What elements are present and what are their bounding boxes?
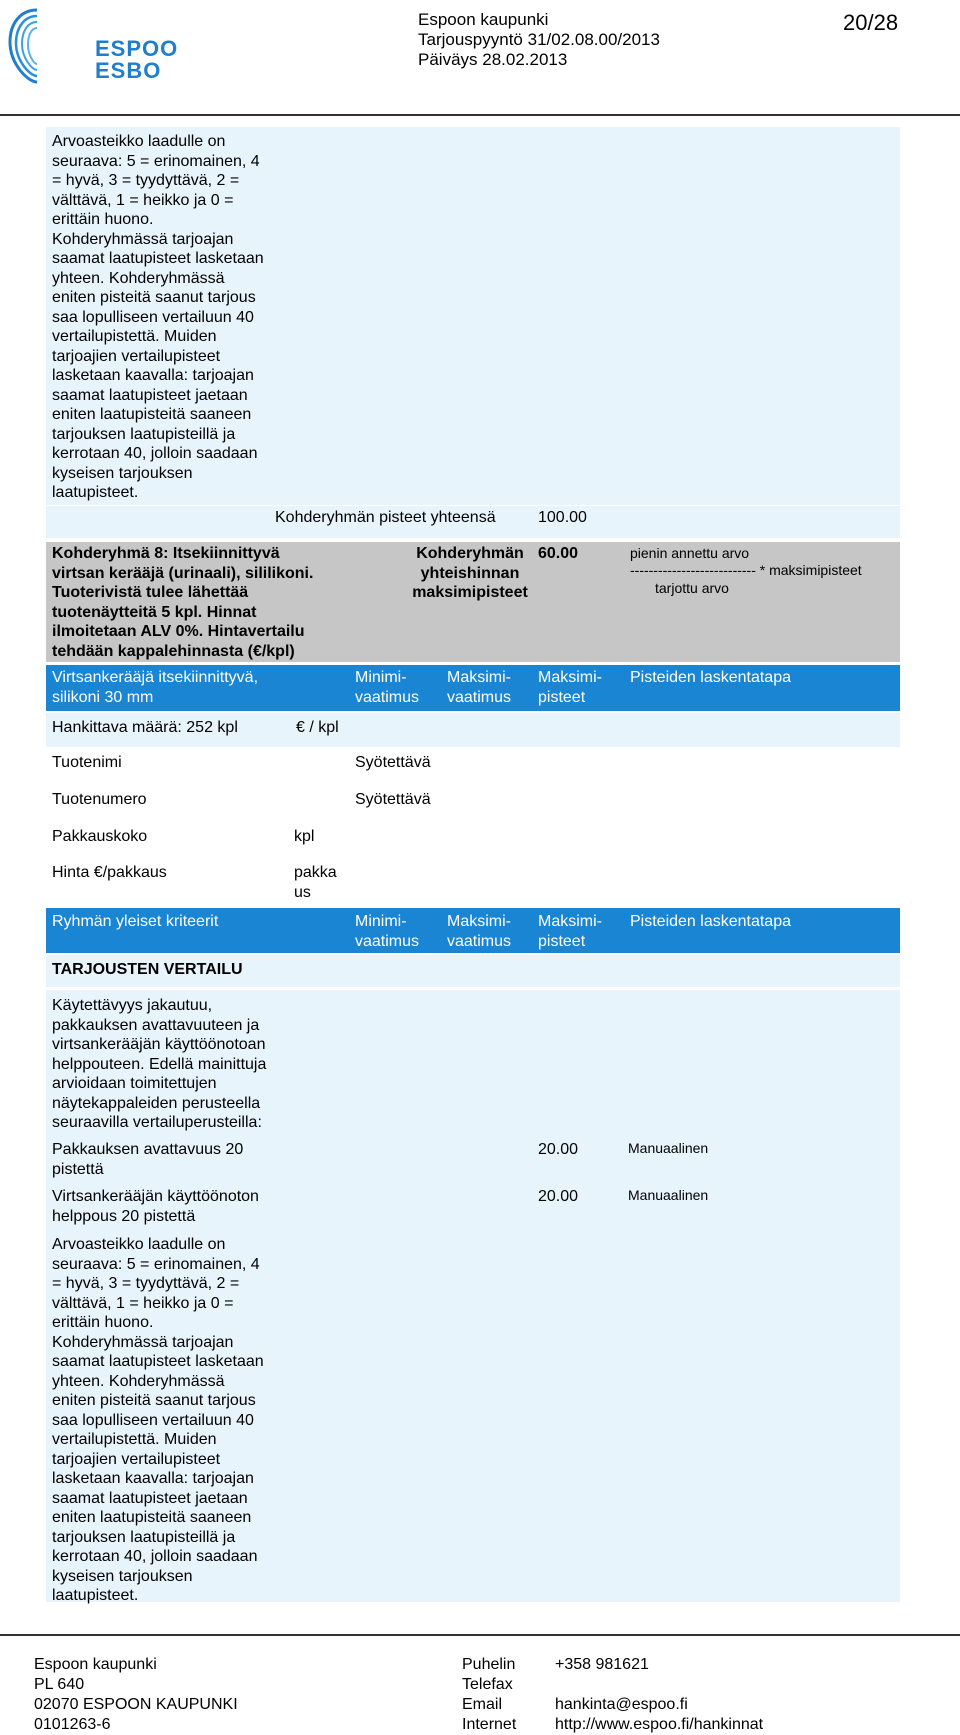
product-col-method: Pisteiden laskentatapa bbox=[630, 669, 791, 686]
page-number: 20/28 bbox=[843, 10, 899, 35]
footer-divider bbox=[0, 1634, 960, 1636]
criteria-col-min: Minimi- vaatimus bbox=[355, 913, 420, 950]
footer-org: Espoon kaupunki bbox=[34, 1656, 157, 1673]
group-title: Kohderyhmä 8: Itsekiinnittyvä virtsan kerääjä (urinaali), sililikoni. Tuoterivistä tulee lähettää tuotenäytteitä 5 kpl. Hinnat ilmoitetaan ALV 0%. Hintavertailu tehdään kappalehinnasta (€/kpl) bbox=[52, 545, 314, 660]
criteria-col-method: Pisteiden laskentatapa bbox=[630, 913, 791, 930]
product-col-points: Maksimi- pisteet bbox=[538, 669, 602, 706]
criteria-item-method: Manuaalinen bbox=[628, 1140, 709, 1156]
product-name-value: Syötettävä bbox=[355, 754, 431, 771]
footer-internet-link[interactable]: http://www.espoo.fi/hankinnat bbox=[555, 1716, 764, 1733]
footer-pobox: PL 640 bbox=[34, 1676, 85, 1693]
formula-line: --------------------------- * maksimipisteet bbox=[630, 562, 862, 578]
group-total-label: Kohderyhmän pisteet yhteensä bbox=[275, 509, 496, 526]
product-number-label: Tuotenumero bbox=[52, 791, 147, 808]
group-max-label: Kohderyhmän yhteishinnan maksimipisteet bbox=[412, 545, 528, 601]
logo-text-esbo: ESBO bbox=[95, 58, 162, 83]
footer-phone-label: Puhelin bbox=[462, 1656, 516, 1673]
header-ref: Tarjouspyyntö 31/02.08.00/2013 bbox=[418, 30, 660, 49]
criteria-item-label: Virtsankerääjän käyttöönoton helppous 20 pistettä bbox=[52, 1188, 259, 1225]
header-org: Espoon kaupunki bbox=[418, 10, 549, 29]
footer-fax-label: Telefax bbox=[462, 1676, 513, 1693]
product-name: Virtsankerääjä itsekiinnittyvä, silikoni 30 mm bbox=[52, 669, 259, 706]
quantity-unit: € / kpl bbox=[296, 719, 339, 736]
footer-phone: +358 981621 bbox=[555, 1656, 649, 1673]
quantity-label: Hankittava määrä: 252 kpl bbox=[52, 719, 238, 736]
product-col-max: Maksimi- vaatimus bbox=[447, 669, 512, 706]
footer-business-id: 0101263-6 bbox=[34, 1716, 111, 1733]
criteria-item-method: Manuaalinen bbox=[628, 1187, 709, 1203]
price-label: Hinta €/pakkaus bbox=[52, 864, 167, 881]
group-total-value: 100.00 bbox=[538, 509, 587, 526]
criteria-item-label: Pakkauksen avattavuus 20 pistettä bbox=[52, 1141, 244, 1178]
formula-denominator: tarjottu arvo bbox=[655, 580, 729, 596]
header bbox=[0, 0, 960, 116]
criteria-title: Ryhmän yleiset kriteerit bbox=[52, 913, 219, 930]
criteria-col-points: Maksimi- pisteet bbox=[538, 913, 602, 950]
pack-size-unit: kpl bbox=[294, 828, 315, 845]
footer-email-label: Email bbox=[462, 1696, 503, 1713]
product-col-min: Minimi- vaatimus bbox=[355, 669, 420, 706]
price-unit: pakka us bbox=[294, 864, 337, 901]
header-date: Päiväys 28.02.2013 bbox=[418, 50, 568, 69]
criteria-intro: Käytettävyys jakautuu, pakkauksen avattavuuteen ja virtsankerääjän käyttöönotoan helppouteen. Edellä mainittuja arvioidaan toimitettujen näytekappaleiden perusteella seuraavilla vertailuperusteilla: bbox=[52, 997, 267, 1131]
criteria-item-points: 20.00 bbox=[538, 1141, 579, 1158]
criteria-description: Arvoasteikko laadulle on seuraava: 5 = erinomainen, 4 = hyvä, 3 = tyydyttävä, 2 = välttävä, 1 = heikko ja 0 = erittäin huono. Kohderyhmässä tarjoajan saamat laatupisteet lasketaan yhteen. Kohderyhmässä eniten pisteitä saanut tarjous saa lopulliseen vertailuun 40 vertailupistettä. Muiden tarjoajien vertailupisteet lasketaan kaavalla: tarjoajan saamat laatupisteet jaetaan eniten laatupisteitä saaneen tarjouksen laatupisteillä ja kerrotaan 40, jolloin saadaan kyseisen tarjouksen laatupisteet. bbox=[52, 1236, 264, 1604]
footer-internet-label: Internet bbox=[462, 1716, 517, 1733]
footer-email-link[interactable]: hankinta@espoo.fi bbox=[555, 1696, 688, 1713]
product-name-label: Tuotenimi bbox=[52, 754, 122, 771]
criteria-col-max: Maksimi- vaatimus bbox=[447, 913, 512, 950]
product-number-value: Syötettävä bbox=[355, 791, 431, 808]
formula-numerator: pienin annettu arvo bbox=[630, 545, 750, 561]
top-description: Arvoasteikko laadulle on seuraava: 5 = erinomainen, 4 = hyvä, 3 = tyydyttävä, 2 = välttävä, 1 = heikko ja 0 = erittäin huono. Kohderyhmässä tarjoajan saamat laatupisteet lasketaan yhteen. Kohderyhmässä eniten pisteitä saanut tarjous saa lopulliseen vertailuun 40 vertailupistettä. Muiden tarjoajien vertailupisteet lasketaan kaavalla: tarjoajan saamat laatupisteet jaetaan eniten laatupisteitä saaneen tarjouksen laatupisteillä ja kerrotaan 40, jolloin saadaan kyseisen tarjouksen laatupisteet. bbox=[52, 133, 264, 501]
pack-size-label: Pakkauskoko bbox=[52, 828, 148, 845]
footer-postal: 02070 ESPOON KAUPUNKI bbox=[34, 1696, 238, 1713]
logo-text-espoo: ESPOO bbox=[95, 36, 179, 61]
espoo-logo bbox=[6, 6, 68, 86]
section-title: TARJOUSTEN VERTAILU bbox=[52, 961, 243, 978]
criteria-item-points: 20.00 bbox=[538, 1188, 579, 1205]
group-max-value: 60.00 bbox=[538, 545, 579, 562]
header-divider bbox=[0, 114, 960, 116]
